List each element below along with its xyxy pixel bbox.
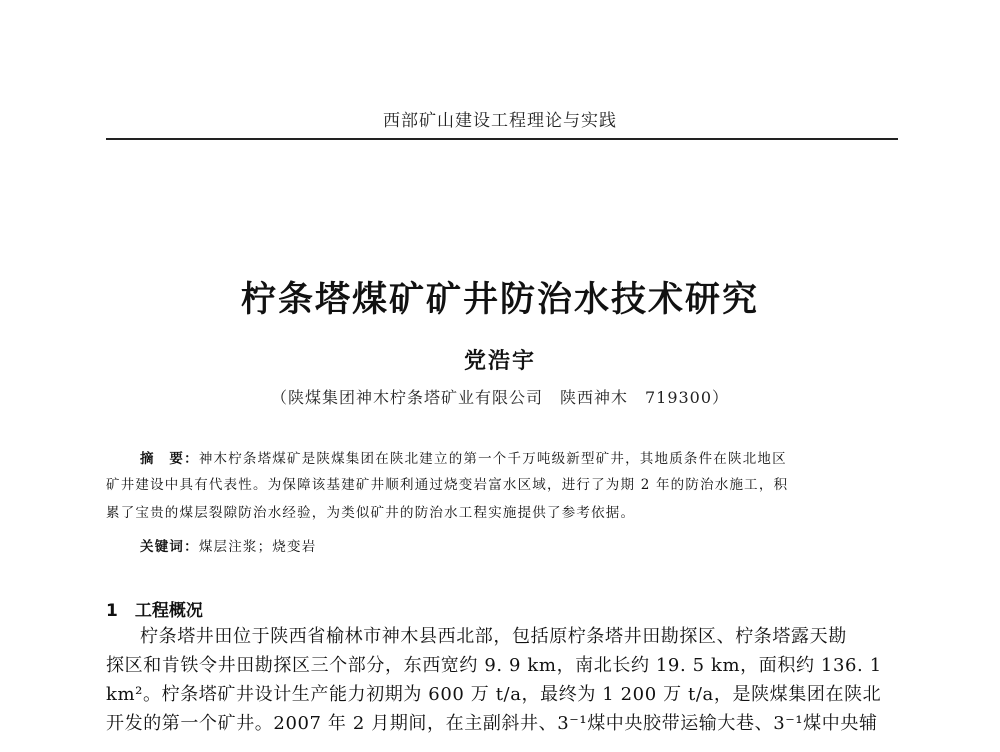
body-line-1: 柠条塔井田位于陕西省榆林市神木县西北部，包括原柠条塔井田勘探区、柠条塔露天勘: [140, 626, 847, 647]
abstract-line-2: 矿井建设中具有代表性。为保障该基建矿井顺利通过烧变岩富水区域，进行了为期 2 年的防治水施工，积: [106, 477, 789, 493]
body-line-4: 开发的第一个矿井。2007 年 2 月期间，在主副斜井、3⁻¹煤中央胶带运输大巷、3⁻¹煤中央辅: [106, 713, 878, 734]
paper-author: 党浩宇: [463, 348, 536, 374]
body-line-3: km²。柠条塔矿井设计生产能力初期为 600 万 t/a，最终为 1 200 万 t/a，是陕煤集团在陕北: [106, 684, 882, 705]
keywords-text: 煤层注浆；烧变岩: [198, 539, 317, 555]
running-header: 西部矿山建设工程理论与实践: [383, 111, 617, 131]
header-rule: [106, 138, 898, 140]
abstract-line-3: 累了宝贵的煤层裂隙防治水经验，为类似矿井的防治水工程实施提供了参考依据。: [106, 505, 636, 521]
keywords-line: [140, 535, 316, 555]
abstract-text-1: 神木柠条塔煤矿是陕煤集团在陕北建立的第一个千万吨级新型矿井，其地质条件在陕北地区: [198, 451, 787, 467]
paper-title: 柠条塔煤矿矿井防治水技术研究: [240, 280, 759, 320]
abstract-line-1: [140, 447, 787, 467]
body-line-2: 探区和肯铁令井田勘探区三个部分，东西宽约 9. 9 km，南北长约 19. 5 km，面积约 136. 1: [106, 655, 882, 676]
section-heading: 1 工程概况: [106, 601, 203, 621]
keywords-label: 关键词：: [140, 539, 199, 555]
paper-affiliation: （陕煤集团神木柠条塔矿业有限公司 陕西神木 719300）: [270, 388, 730, 407]
abstract-label: 摘 要：: [140, 451, 199, 467]
